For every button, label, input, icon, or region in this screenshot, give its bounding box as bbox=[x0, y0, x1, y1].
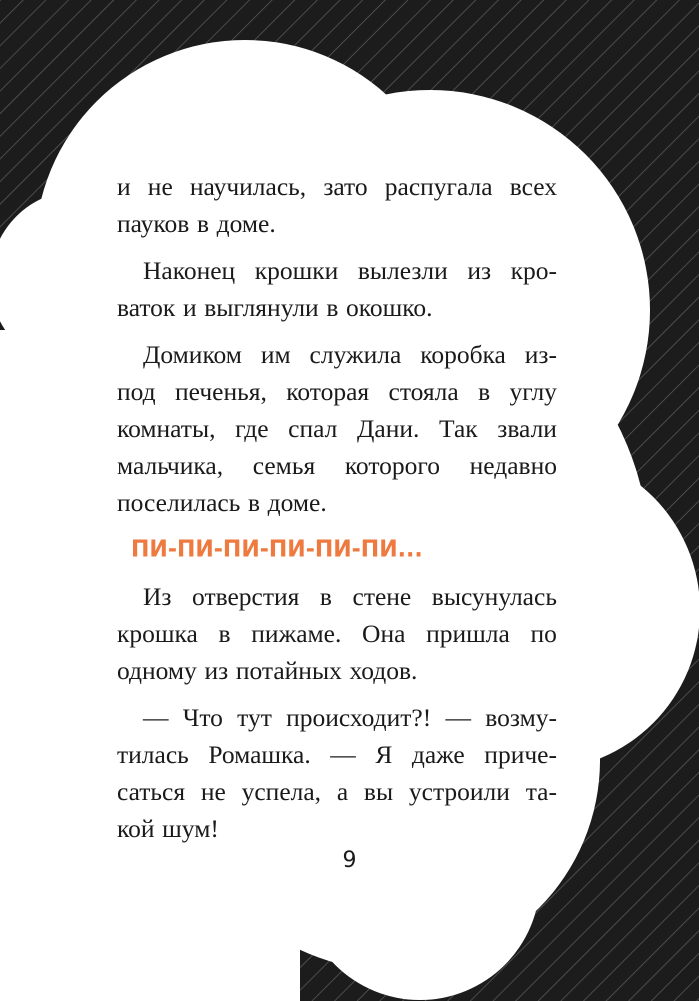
word: из- bbox=[524, 340, 557, 369]
word: и bbox=[117, 172, 131, 201]
word: не bbox=[147, 172, 173, 201]
word: в bbox=[319, 582, 332, 611]
paragraph bbox=[117, 578, 557, 689]
text-line bbox=[117, 484, 557, 521]
text-line bbox=[117, 578, 557, 615]
word: спал bbox=[288, 414, 338, 443]
text-line bbox=[117, 373, 557, 410]
word: в bbox=[326, 293, 339, 322]
word: Дани. bbox=[357, 414, 420, 443]
paragraph bbox=[117, 168, 557, 242]
word: высунулась bbox=[431, 582, 557, 611]
word: звали bbox=[497, 414, 557, 443]
word: зато bbox=[323, 172, 368, 201]
word: ходов. bbox=[349, 656, 418, 685]
text-line bbox=[117, 615, 557, 652]
word: успела, bbox=[241, 777, 322, 806]
paragraph bbox=[117, 699, 557, 847]
word: комнаты, bbox=[117, 414, 216, 443]
word: Она bbox=[362, 619, 406, 648]
word: та- bbox=[525, 777, 557, 806]
word: кро- bbox=[510, 256, 557, 285]
word: всех bbox=[509, 172, 557, 201]
word: из bbox=[467, 256, 492, 285]
word: кой bbox=[117, 814, 155, 843]
word: саться bbox=[117, 777, 186, 806]
word: отверстия bbox=[192, 582, 300, 611]
word: вылезли bbox=[357, 256, 448, 285]
word: пижаме. bbox=[251, 619, 342, 648]
word: — bbox=[143, 703, 169, 732]
word: устроили bbox=[408, 777, 510, 806]
text-line bbox=[117, 773, 557, 810]
word: Наконец bbox=[143, 256, 236, 285]
text-line bbox=[117, 289, 557, 326]
word: им bbox=[260, 340, 291, 369]
text-line bbox=[117, 410, 557, 447]
word: потайных bbox=[235, 656, 342, 685]
word: выглянули bbox=[204, 293, 319, 322]
word: где bbox=[235, 414, 269, 443]
word: печенья, bbox=[175, 377, 267, 406]
word: стояла bbox=[388, 377, 459, 406]
word: крошки bbox=[254, 256, 339, 285]
word: ваток bbox=[117, 293, 176, 322]
word: — bbox=[445, 703, 471, 732]
word: и bbox=[182, 293, 197, 322]
word: одному bbox=[117, 656, 197, 685]
word: в bbox=[218, 619, 231, 648]
word: возму- bbox=[485, 703, 557, 732]
word: вы bbox=[363, 777, 394, 806]
word: которого bbox=[344, 451, 440, 480]
word: Так bbox=[439, 414, 478, 443]
word: мальчика, bbox=[117, 451, 224, 480]
word: пришла bbox=[426, 619, 510, 648]
word: в bbox=[196, 209, 209, 238]
word: окошко. bbox=[346, 293, 433, 322]
word: которая bbox=[286, 377, 370, 406]
word: поселилась bbox=[117, 488, 241, 517]
word: крошка bbox=[117, 619, 198, 648]
word: стене bbox=[352, 582, 412, 611]
word: в bbox=[478, 377, 491, 406]
word: приче- bbox=[484, 740, 557, 769]
main-text bbox=[117, 168, 557, 847]
word: пауков bbox=[117, 209, 190, 238]
word: тилась bbox=[117, 740, 189, 769]
word: Из bbox=[143, 582, 172, 611]
word: — bbox=[330, 740, 356, 769]
text-line bbox=[117, 736, 557, 773]
paragraph bbox=[117, 336, 557, 521]
word: семья bbox=[252, 451, 316, 480]
word: недавно bbox=[469, 451, 557, 480]
word: научилась, bbox=[189, 172, 307, 201]
word: Что bbox=[182, 703, 223, 732]
word: доме. bbox=[216, 209, 276, 238]
word: Я bbox=[375, 740, 393, 769]
text-line bbox=[117, 810, 557, 847]
text-line bbox=[117, 699, 557, 736]
word: Ромашка. bbox=[208, 740, 311, 769]
page-number: 9 bbox=[342, 848, 357, 873]
text-line bbox=[117, 168, 557, 205]
paragraph bbox=[117, 252, 557, 326]
word: в bbox=[247, 488, 261, 517]
word: даже bbox=[411, 740, 465, 769]
text-line bbox=[117, 447, 557, 484]
word: по bbox=[530, 619, 557, 648]
word: распугала bbox=[384, 172, 493, 201]
text-line bbox=[117, 336, 557, 373]
word: Домиком bbox=[143, 340, 242, 369]
text-line bbox=[117, 205, 557, 242]
word: а bbox=[336, 777, 349, 806]
word: под bbox=[117, 377, 156, 406]
word: служила bbox=[309, 340, 402, 369]
word: доме. bbox=[267, 488, 327, 517]
sound-effect: ПИ-ПИ-ПИ-ПИ-ПИ-ПИ... bbox=[131, 536, 423, 563]
text-line bbox=[117, 252, 557, 289]
word: коробка bbox=[420, 340, 506, 369]
word: шум! bbox=[162, 814, 219, 843]
word: происходит?! bbox=[286, 703, 432, 732]
word: из bbox=[204, 656, 229, 685]
word: тут bbox=[237, 703, 272, 732]
word: углу bbox=[509, 377, 557, 406]
word: не bbox=[200, 777, 226, 806]
text-line bbox=[117, 652, 557, 689]
